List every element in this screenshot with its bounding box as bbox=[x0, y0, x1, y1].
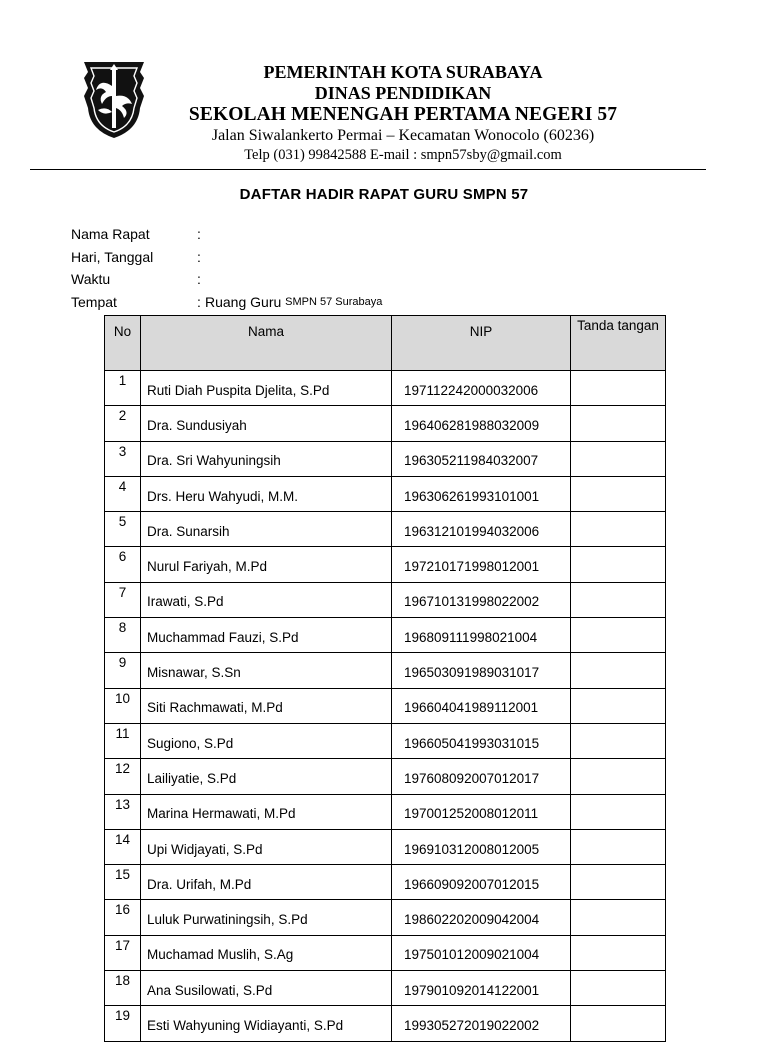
letterhead-government: PEMERINTAH KOTA SURABAYA bbox=[263, 62, 543, 82]
signature-cell bbox=[571, 794, 666, 829]
row-number: 17 bbox=[105, 935, 141, 970]
teacher-nip: 197210171998012001 bbox=[392, 547, 571, 582]
teacher-name: Lailiyatie, S.Pd bbox=[141, 759, 392, 794]
teacher-nip: 196312101994032006 bbox=[392, 512, 571, 547]
signature-cell bbox=[571, 688, 666, 723]
signature-cell bbox=[571, 829, 666, 864]
teacher-name: Ana Susilowati, S.Pd bbox=[141, 971, 392, 1006]
row-number: 8 bbox=[105, 618, 141, 653]
signature-cell bbox=[571, 512, 666, 547]
teacher-nip: 196605041993031015 bbox=[392, 723, 571, 758]
row-number: 16 bbox=[105, 900, 141, 935]
table-row bbox=[105, 723, 666, 758]
surabaya-city-emblem-icon bbox=[76, 56, 152, 140]
table-header-row bbox=[105, 316, 666, 371]
teacher-nip: 196503091989031017 bbox=[392, 653, 571, 688]
table-row bbox=[105, 653, 666, 688]
teacher-name: Sugiono, S.Pd bbox=[141, 723, 392, 758]
letterhead-department: DINAS PENDIDIKAN bbox=[314, 83, 492, 103]
row-number: 10 bbox=[105, 688, 141, 723]
teacher-name: Upi Widjayati, S.Pd bbox=[141, 829, 392, 864]
teacher-name: Ruti Diah Puspita Djelita, S.Pd bbox=[141, 371, 392, 406]
table-row bbox=[105, 900, 666, 935]
table-row bbox=[105, 441, 666, 476]
teacher-name: Muchammad Fauzi, S.Pd bbox=[141, 618, 392, 653]
row-number: 3 bbox=[105, 441, 141, 476]
teacher-name: Irawati, S.Pd bbox=[141, 582, 392, 617]
teacher-name: Misnawar, S.Sn bbox=[141, 653, 392, 688]
row-number: 19 bbox=[105, 1006, 141, 1041]
teacher-nip: 199305272019022002 bbox=[392, 1006, 571, 1041]
row-number: 1 bbox=[105, 371, 141, 406]
table-row bbox=[105, 829, 666, 864]
letterhead-divider bbox=[30, 169, 706, 170]
teacher-name: Dra. Sunarsih bbox=[141, 512, 392, 547]
table-row bbox=[105, 971, 666, 1006]
signature-cell bbox=[571, 935, 666, 970]
table-row bbox=[105, 406, 666, 441]
teacher-nip: 197901092014122001 bbox=[392, 971, 571, 1006]
teacher-nip: 196710131998022002 bbox=[392, 582, 571, 617]
signature-cell bbox=[571, 723, 666, 758]
column-header-signature: Tanda tangan bbox=[571, 316, 666, 371]
meeting-date-row: Hari, Tanggal : bbox=[71, 248, 201, 265]
meeting-info bbox=[71, 223, 382, 313]
teacher-name: Muchamad Muslih, S.Ag bbox=[141, 935, 392, 970]
teacher-nip: 197501012009021004 bbox=[392, 935, 571, 970]
teacher-nip: 196305211984032007 bbox=[392, 441, 571, 476]
signature-cell bbox=[571, 1006, 666, 1041]
letterhead-contact: Telp (031) 99842588 E-mail : smpn57sby@gmail.com bbox=[244, 147, 562, 163]
signature-cell bbox=[571, 865, 666, 900]
attendance-table bbox=[104, 315, 666, 1042]
signature-cell bbox=[571, 406, 666, 441]
column-header-nip: NIP bbox=[392, 316, 571, 371]
teacher-nip: 196809111998021004 bbox=[392, 618, 571, 653]
row-number: 12 bbox=[105, 759, 141, 794]
table-row bbox=[105, 865, 666, 900]
row-number: 6 bbox=[105, 547, 141, 582]
signature-cell bbox=[571, 900, 666, 935]
signature-cell bbox=[571, 371, 666, 406]
row-number: 15 bbox=[105, 865, 141, 900]
teacher-name: Luluk Purwatiningsih, S.Pd bbox=[141, 900, 392, 935]
table-row bbox=[105, 759, 666, 794]
meeting-time-row: Waktu : bbox=[71, 271, 201, 288]
signature-cell bbox=[571, 618, 666, 653]
row-number: 14 bbox=[105, 829, 141, 864]
teacher-name: Dra. Urifah, M.Pd bbox=[141, 865, 392, 900]
teacher-name: Drs. Heru Wahyudi, M.M. bbox=[141, 476, 392, 511]
signature-cell bbox=[571, 476, 666, 511]
meeting-place-row: Tempat : Ruang Guru SMPN 57 Surabaya bbox=[71, 293, 383, 310]
table-row bbox=[105, 371, 666, 406]
meeting-name-row: Nama Rapat : bbox=[71, 226, 201, 243]
meta-label: Nama Rapat bbox=[71, 226, 150, 243]
meta-label: Hari, Tanggal bbox=[71, 248, 154, 265]
meta-label: Tempat bbox=[71, 293, 117, 310]
teacher-name: Marina Hermawati, M.Pd bbox=[141, 794, 392, 829]
table-row bbox=[105, 618, 666, 653]
teacher-nip: 197608092007012017 bbox=[392, 759, 571, 794]
row-number: 2 bbox=[105, 406, 141, 441]
signature-cell bbox=[571, 653, 666, 688]
teacher-nip: 198602202009042004 bbox=[392, 900, 571, 935]
table-row bbox=[105, 512, 666, 547]
teacher-nip: 196306261993101001 bbox=[392, 476, 571, 511]
meta-label: Waktu bbox=[71, 271, 111, 288]
table-row bbox=[105, 547, 666, 582]
table-row bbox=[105, 1006, 666, 1041]
letterhead-address: Jalan Siwalankerto Permai – Kecamatan Wonocolo (60236) bbox=[211, 127, 595, 144]
teacher-name: Nurul Fariyah, M.Pd bbox=[141, 547, 392, 582]
meta-value: Ruang Guru bbox=[205, 293, 282, 310]
teacher-nip: 197112242000032006 bbox=[392, 371, 571, 406]
teacher-name: Esti Wahyuning Widiayanti, S.Pd bbox=[141, 1006, 392, 1041]
table-row bbox=[105, 935, 666, 970]
row-number: 7 bbox=[105, 582, 141, 617]
table-row bbox=[105, 582, 666, 617]
teacher-name: Dra. Sri Wahyuningsih bbox=[141, 441, 392, 476]
signature-cell bbox=[571, 547, 666, 582]
row-number: 13 bbox=[105, 794, 141, 829]
signature-cell bbox=[571, 441, 666, 476]
teacher-nip: 196604041989112001 bbox=[392, 688, 571, 723]
table-row bbox=[105, 794, 666, 829]
table-row bbox=[105, 476, 666, 511]
row-number: 4 bbox=[105, 476, 141, 511]
letterhead bbox=[160, 62, 646, 164]
table-row bbox=[105, 688, 666, 723]
teacher-nip: 196406281988032009 bbox=[392, 406, 571, 441]
letterhead-school: SEKOLAH MENENGAH PERTAMA NEGERI 57 bbox=[188, 104, 618, 125]
signature-cell bbox=[571, 971, 666, 1006]
teacher-nip: 197001252008012011 bbox=[392, 794, 571, 829]
meta-value-detail: SMPN 57 Surabaya bbox=[285, 295, 383, 308]
row-number: 11 bbox=[105, 723, 141, 758]
teacher-name: Dra. Sundusiyah bbox=[141, 406, 392, 441]
row-number: 18 bbox=[105, 971, 141, 1006]
document-title: DAFTAR HADIR RAPAT GURU SMPN 57 bbox=[239, 186, 529, 203]
teacher-name: Siti Rachmawati, M.Pd bbox=[141, 688, 392, 723]
column-header-name: Nama bbox=[141, 316, 392, 371]
signature-cell bbox=[571, 582, 666, 617]
row-number: 5 bbox=[105, 512, 141, 547]
teacher-nip: 196910312008012005 bbox=[392, 829, 571, 864]
signature-cell bbox=[571, 759, 666, 794]
column-header-no: No bbox=[105, 316, 141, 371]
teacher-nip: 196609092007012015 bbox=[392, 865, 571, 900]
row-number: 9 bbox=[105, 653, 141, 688]
